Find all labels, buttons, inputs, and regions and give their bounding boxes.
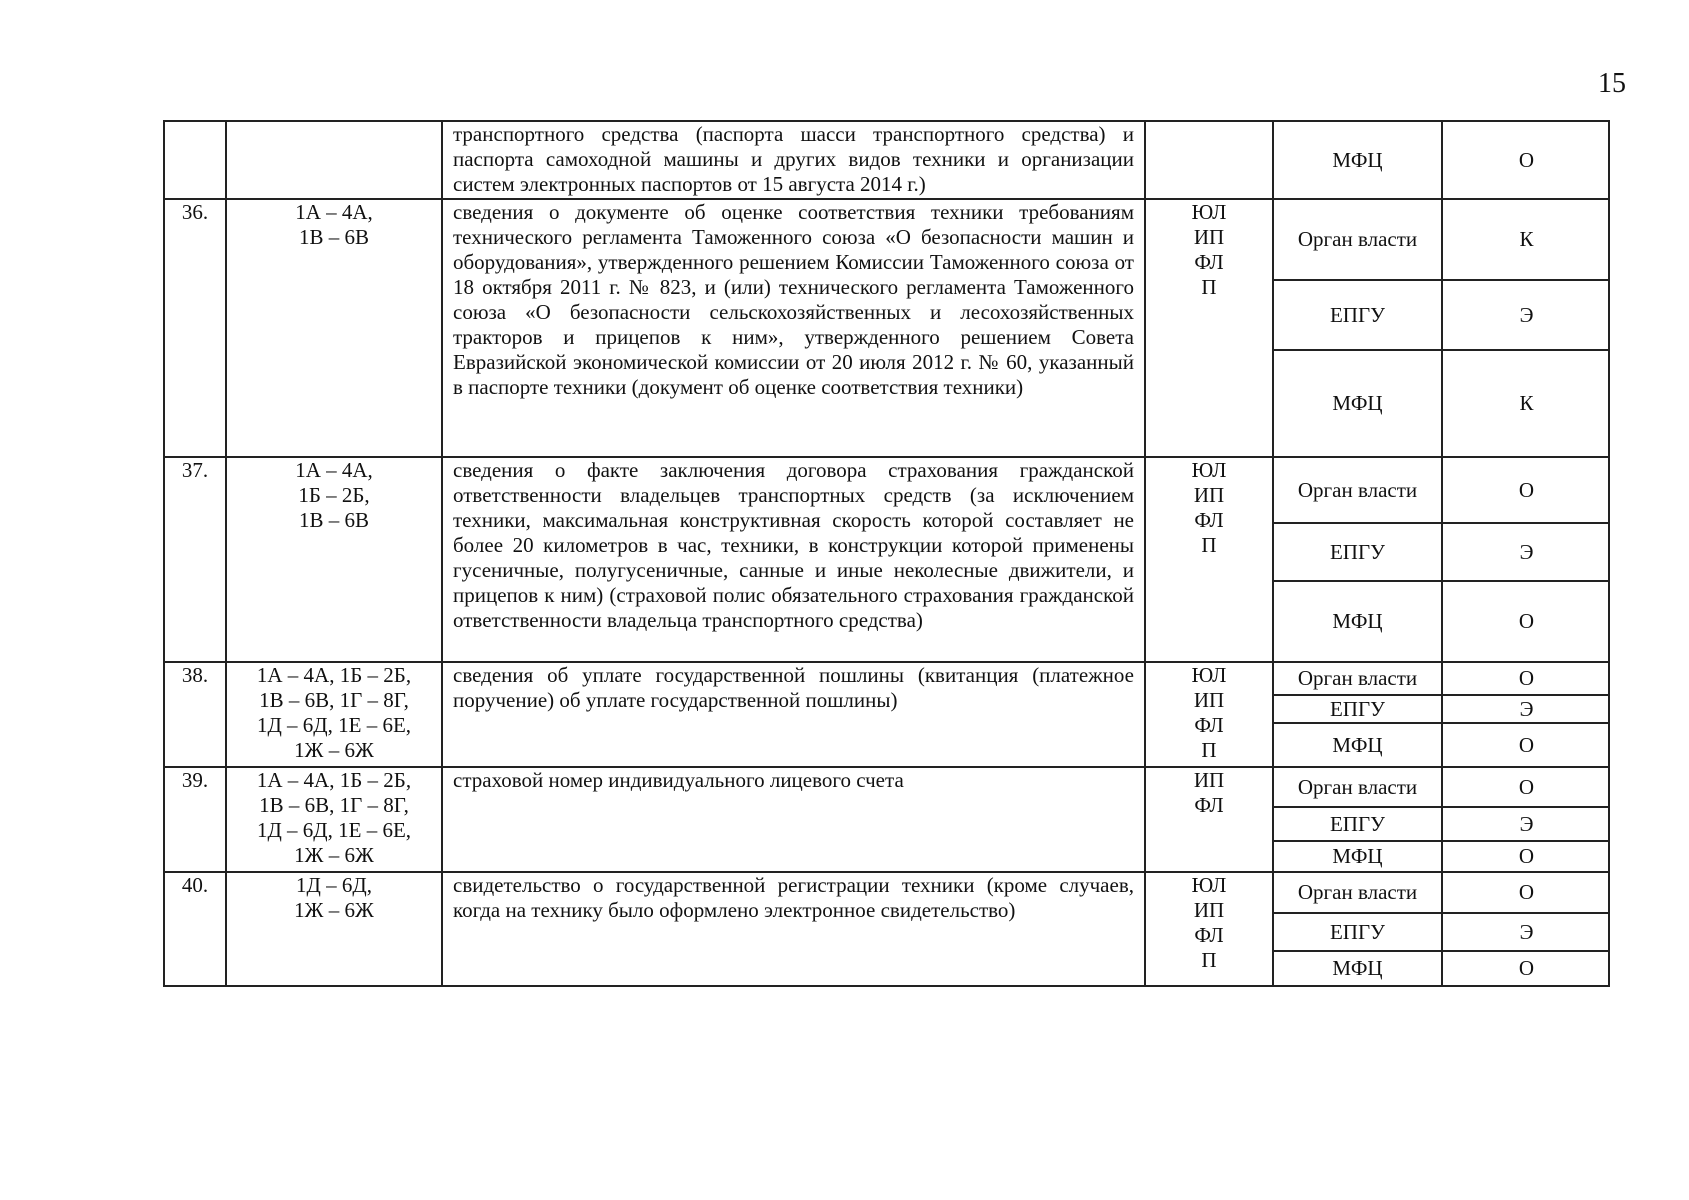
- option-organ: Орган власти: [1274, 768, 1442, 807]
- option-mode: Э: [1442, 913, 1610, 951]
- row-number: 40.: [164, 872, 226, 986]
- row-categories: 1А – 4А, 1В – 6В: [226, 199, 442, 457]
- row-description: свидетельство о государственной регистрации техники (кроме случаев, когда на технику было оформлено электронное свидетельство): [442, 872, 1145, 986]
- table-row: [164, 457, 1609, 662]
- row-number: 36.: [164, 199, 226, 457]
- option-mode: О: [1518, 609, 1535, 633]
- row-number: 37.: [164, 457, 226, 662]
- row-options: [1273, 872, 1609, 986]
- option-mode: К: [1519, 391, 1534, 415]
- option-organ: МФЦ: [1274, 122, 1442, 198]
- row-number: [164, 121, 226, 199]
- row-applicants: ЮЛ ИП ФЛ П: [1145, 199, 1273, 457]
- row-applicants: ИП ФЛ: [1145, 767, 1273, 872]
- option-organ: МФЦ: [1274, 951, 1442, 985]
- option-mode: К: [1442, 200, 1610, 280]
- row-number: 38.: [164, 662, 226, 767]
- option-organ: Орган власти: [1274, 200, 1442, 280]
- table-row: [164, 199, 1609, 457]
- row-applicants: ЮЛ ИП ФЛ П: [1145, 872, 1273, 986]
- option-organ: МФЦ: [1274, 581, 1442, 661]
- row-categories: 1А – 4А, 1Б – 2Б, 1В – 6В, 1Г – 8Г, 1Д – 6Д, 1Е – 6Е, 1Ж – 6Ж: [226, 662, 442, 767]
- row-categories: 1А – 4А, 1Б – 2Б, 1В – 6В, 1Г – 8Г, 1Д – 6Д, 1Е – 6Е, 1Ж – 6Ж: [226, 767, 442, 872]
- option-organ: Орган власти: [1274, 663, 1442, 695]
- option-organ: ЕПГУ: [1274, 695, 1442, 723]
- option-mode: Э: [1442, 695, 1610, 723]
- option-organ: ЕПГУ: [1274, 807, 1442, 841]
- row-options: [1273, 199, 1609, 457]
- row-number: 39.: [164, 767, 226, 872]
- row-description: сведения об уплате государственной пошлины (квитанция (платежное поручение) об уплате государственной пошлины): [442, 662, 1145, 767]
- row-categories: 1А – 4А, 1Б – 2Б, 1В – 6В: [226, 457, 442, 662]
- table-row: [164, 121, 1609, 199]
- table-row: [164, 767, 1609, 872]
- row-categories: 1Д – 6Д, 1Ж – 6Ж: [226, 872, 442, 986]
- row-description: транспортного средства (паспорта шасси транспортного средства) и паспорта самоходной машины и других видов техники и организации систем электронных паспортов от 15 августа 2014 г.): [442, 121, 1145, 199]
- option-organ: ЕПГУ: [1274, 280, 1442, 350]
- row-categories: [226, 121, 442, 199]
- option-mode: О: [1442, 663, 1610, 695]
- row-applicants: [1145, 121, 1273, 199]
- row-options: [1273, 767, 1609, 872]
- option-organ: МФЦ: [1274, 841, 1442, 871]
- row-options: [1273, 457, 1609, 662]
- row-description: сведения о факте заключения договора страхования гражданской ответственности владельцев транспортных средств (за исключением техники, максимальная конструктивная скорость которой составляет не более 20 километров в час, техники, в конструкции которой применены гусеничные, полугусеничные, санные и иные неколесные движители, и прицепов к ним) (страховой полис обязательного страхования гражданской ответственности владельца транспортного средства): [442, 457, 1145, 662]
- option-organ: Орган власти: [1274, 458, 1442, 523]
- option-organ: Орган власти: [1274, 873, 1442, 913]
- option-mode: Э: [1442, 523, 1610, 581]
- option-mode: Э: [1442, 280, 1610, 350]
- page-number: 15: [1598, 68, 1626, 99]
- option-mode: О: [1518, 956, 1535, 980]
- row-options: [1273, 662, 1609, 767]
- table-row: [164, 662, 1609, 767]
- document-table: [163, 120, 1610, 987]
- option-mode: О: [1518, 844, 1535, 868]
- row-applicants: ЮЛ ИП ФЛ П: [1145, 662, 1273, 767]
- row-applicants: ЮЛ ИП ФЛ П: [1145, 457, 1273, 662]
- option-organ: МФЦ: [1274, 723, 1442, 766]
- option-mode: О: [1442, 768, 1610, 807]
- option-mode: О: [1442, 873, 1610, 913]
- option-organ: МФЦ: [1274, 350, 1442, 456]
- option-organ: ЕПГУ: [1274, 523, 1442, 581]
- row-description: страховой номер индивидуального лицевого счета: [442, 767, 1145, 872]
- option-mode: О: [1442, 458, 1610, 523]
- row-options: [1273, 121, 1609, 199]
- row-description: сведения о документе об оценке соответствия техники требованиям технического регламента Таможенного союза «О безопасности машин и оборудования», утвержденного решением Комиссии Таможенного союза от 18 октября 2011 г. № 823, и (или) технического регламента Таможенного союза «О безопасности сельскохозяйственных и лесохозяйственных тракторов и прицепов к ним», утвержденного решением Совета Евразийской экономической комиссии от 20 июля 2012 г. № 60, указанный в паспорте техники (документ об оценке соответствия техники): [442, 199, 1145, 457]
- option-mode: Э: [1442, 807, 1610, 841]
- option-mode: О: [1518, 147, 1535, 172]
- option-organ: ЕПГУ: [1274, 913, 1442, 951]
- option-mode: О: [1518, 732, 1535, 757]
- table-row: [164, 872, 1609, 986]
